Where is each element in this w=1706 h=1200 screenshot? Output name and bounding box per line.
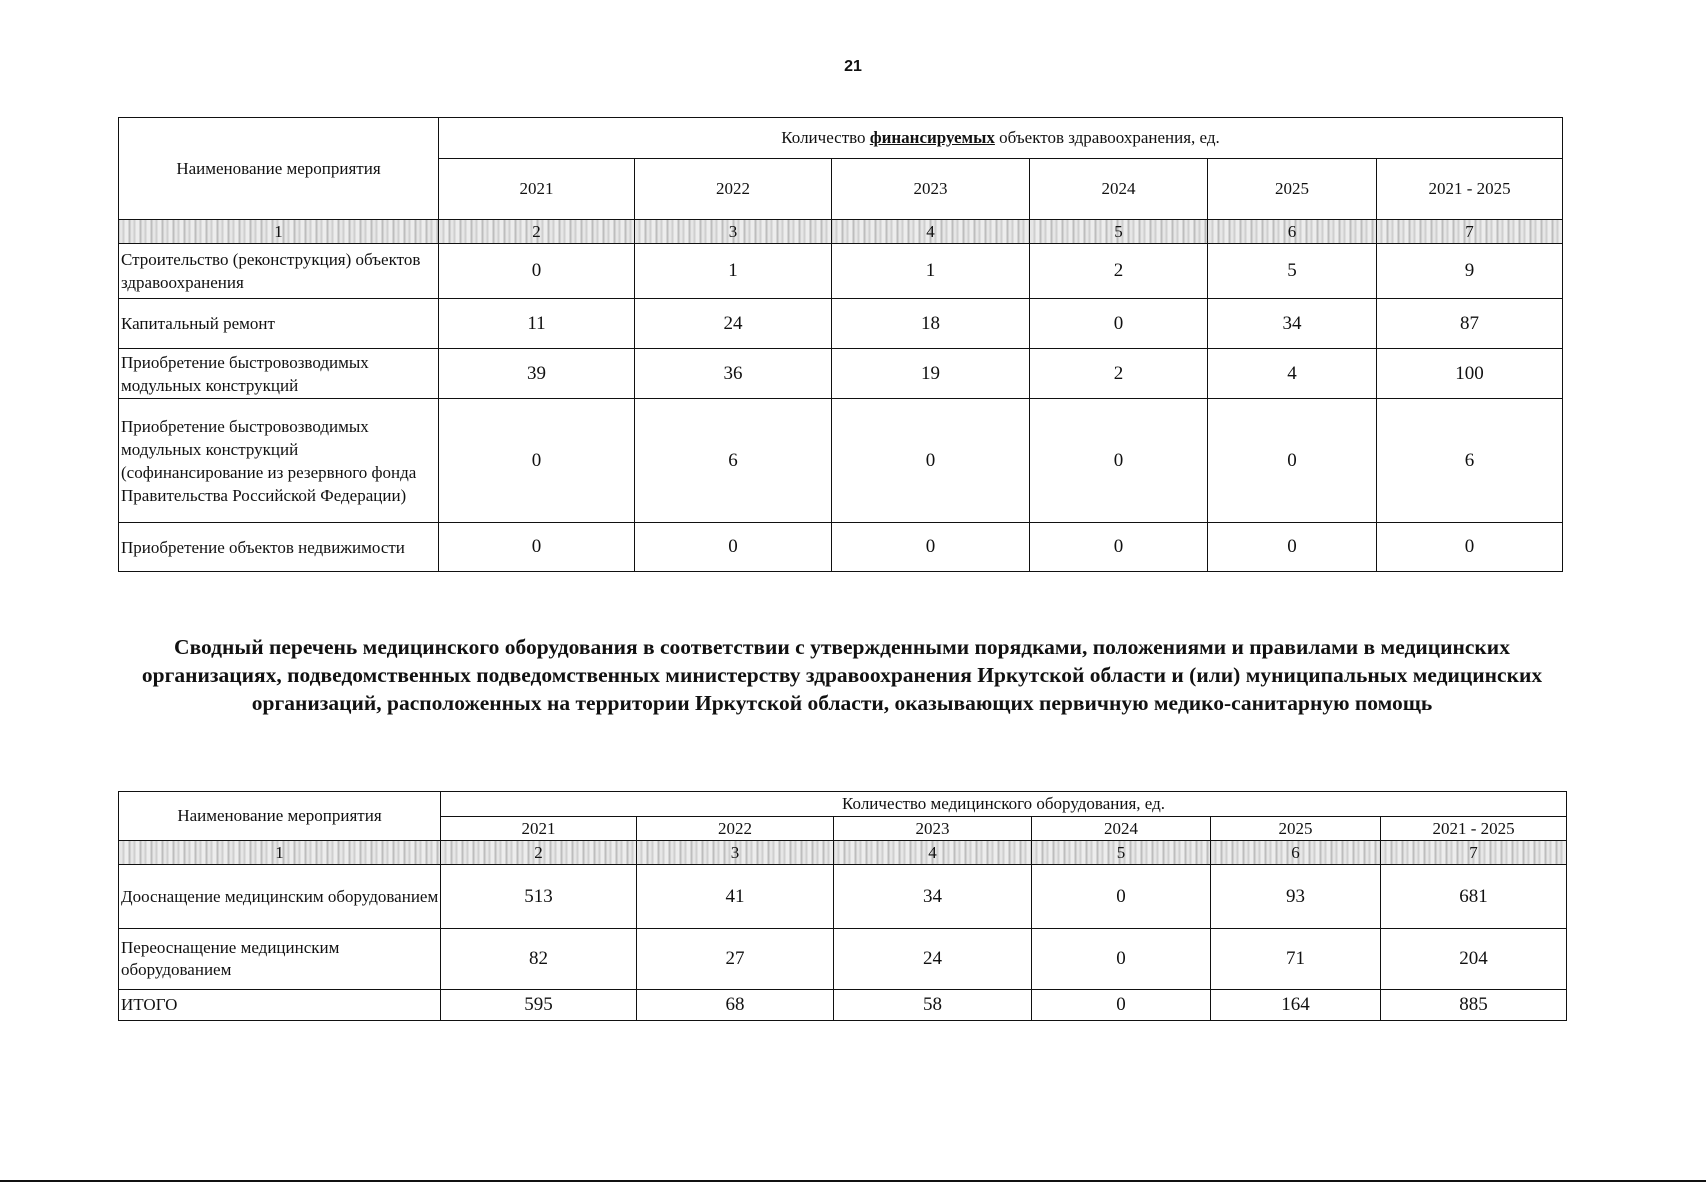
column-number: 7 xyxy=(1381,841,1567,865)
column-number: 3 xyxy=(635,220,832,244)
column-number: 2 xyxy=(439,220,635,244)
cell-value: 19 xyxy=(832,349,1030,399)
year-header: 2025 xyxy=(1208,159,1377,220)
year-header: 2021 xyxy=(441,817,637,841)
funded-objects-group-header: Количество финансируемых объектов здравоохранения, ед. xyxy=(439,118,1563,159)
cell-value: 58 xyxy=(834,990,1032,1021)
table-row xyxy=(119,990,1567,1021)
year-header: 2022 xyxy=(635,159,832,220)
cell-value: 100 xyxy=(1377,349,1563,399)
cell-value: 2 xyxy=(1030,244,1208,299)
row-name: Приобретение быстровозводимых модульных конструкций xyxy=(119,349,439,399)
year-header: 2025 xyxy=(1211,817,1381,841)
cell-value: 164 xyxy=(1211,990,1381,1021)
medical-equipment-table xyxy=(118,791,1567,1021)
row-name: Капитальный ремонт xyxy=(119,299,439,349)
cell-value: 5 xyxy=(1208,244,1377,299)
cell-value: 68 xyxy=(637,990,834,1021)
cell-value: 24 xyxy=(834,929,1032,990)
cell-value: 0 xyxy=(1377,523,1563,572)
cell-value: 11 xyxy=(439,299,635,349)
cell-value: 87 xyxy=(1377,299,1563,349)
cell-value: 34 xyxy=(834,865,1032,929)
year-header: 2021 - 2025 xyxy=(1381,817,1567,841)
cell-value: 204 xyxy=(1381,929,1567,990)
cell-value: 513 xyxy=(441,865,637,929)
table-row xyxy=(119,929,1567,990)
column-number: 3 xyxy=(637,841,834,865)
cell-value: 0 xyxy=(1030,399,1208,523)
cell-value: 1 xyxy=(635,244,832,299)
year-header: 2021 xyxy=(439,159,635,220)
column-number: 5 xyxy=(1032,841,1211,865)
row-name: Приобретение быстровозводимых модульных конструкций (софинансирование из резервного фонда Правительства Российской Федерации) xyxy=(119,399,439,523)
cell-value: 0 xyxy=(1030,299,1208,349)
cell-value: 71 xyxy=(1211,929,1381,990)
column-number: 2 xyxy=(441,841,637,865)
cell-value: 0 xyxy=(635,523,832,572)
column-number: 6 xyxy=(1211,841,1381,865)
row-name: Приобретение объектов недвижимости xyxy=(119,523,439,572)
cell-value: 6 xyxy=(1377,399,1563,523)
cell-value: 1 xyxy=(832,244,1030,299)
table-row xyxy=(119,349,1563,399)
table-row xyxy=(119,399,1563,523)
column-number: 1 xyxy=(119,220,439,244)
cell-value: 27 xyxy=(637,929,834,990)
year-header: 2022 xyxy=(637,817,834,841)
cell-value: 82 xyxy=(441,929,637,990)
cell-value: 9 xyxy=(1377,244,1563,299)
year-header: 2023 xyxy=(832,159,1030,220)
cell-value: 0 xyxy=(1032,929,1211,990)
row-name: Строительство (реконструкция) объектов здравоохранения xyxy=(119,244,439,299)
column-number: 6 xyxy=(1208,220,1377,244)
cell-value: 41 xyxy=(637,865,834,929)
cell-value: 36 xyxy=(635,349,832,399)
year-header: 2024 xyxy=(1030,159,1208,220)
row-name: Дооснащение медицинским оборудованием xyxy=(119,865,441,929)
cell-value: 0 xyxy=(832,399,1030,523)
cell-value: 0 xyxy=(1030,523,1208,572)
cell-value: 0 xyxy=(439,523,635,572)
cell-value: 2 xyxy=(1030,349,1208,399)
year-header: 2024 xyxy=(1032,817,1211,841)
table-row xyxy=(119,523,1563,572)
cell-value: 0 xyxy=(1032,865,1211,929)
funded-objects-table xyxy=(118,117,1563,572)
cell-value: 0 xyxy=(1032,990,1211,1021)
column-number: 4 xyxy=(834,841,1032,865)
year-header: 2023 xyxy=(834,817,1032,841)
cell-value: 595 xyxy=(441,990,637,1021)
name-column-header: Наименование мероприятия xyxy=(119,792,441,841)
cell-value: 6 xyxy=(635,399,832,523)
cell-value: 24 xyxy=(635,299,832,349)
column-number: 7 xyxy=(1377,220,1563,244)
cell-value: 4 xyxy=(1208,349,1377,399)
cell-value: 93 xyxy=(1211,865,1381,929)
cell-value: 18 xyxy=(832,299,1030,349)
row-name: Переоснащение медицинским оборудованием xyxy=(119,929,441,990)
cell-value: 0 xyxy=(832,523,1030,572)
row-name: ИТОГО xyxy=(119,990,441,1021)
year-header: 2021 - 2025 xyxy=(1377,159,1563,220)
column-number: 4 xyxy=(832,220,1030,244)
column-number: 1 xyxy=(119,841,441,865)
table-row xyxy=(119,865,1567,929)
cell-value: 39 xyxy=(439,349,635,399)
cell-value: 681 xyxy=(1381,865,1567,929)
cell-value: 34 xyxy=(1208,299,1377,349)
bottom-rule xyxy=(0,1180,1706,1182)
cell-value: 0 xyxy=(1208,399,1377,523)
section-title: Сводный перечень медицинского оборудования в соответствии с утвержденными порядками, положениями и правилами в медицинских организациях, подведомственных подведомственных министерству здравоохранения Иркутской области и (или) муниципальных медицинских организаций, расположенных на территории Иркутской области, оказывающих первичную медико-санитарную помощь xyxy=(141,635,1543,715)
column-number: 5 xyxy=(1030,220,1208,244)
equipment-group-header: Количество медицинского оборудования, ед. xyxy=(441,792,1567,817)
table-row xyxy=(119,244,1563,299)
table-row xyxy=(119,299,1563,349)
cell-value: 885 xyxy=(1381,990,1567,1021)
cell-value: 0 xyxy=(439,244,635,299)
name-column-header: Наименование мероприятия xyxy=(119,118,439,220)
cell-value: 0 xyxy=(1208,523,1377,572)
cell-value: 0 xyxy=(439,399,635,523)
page-number: 21 xyxy=(844,58,862,75)
